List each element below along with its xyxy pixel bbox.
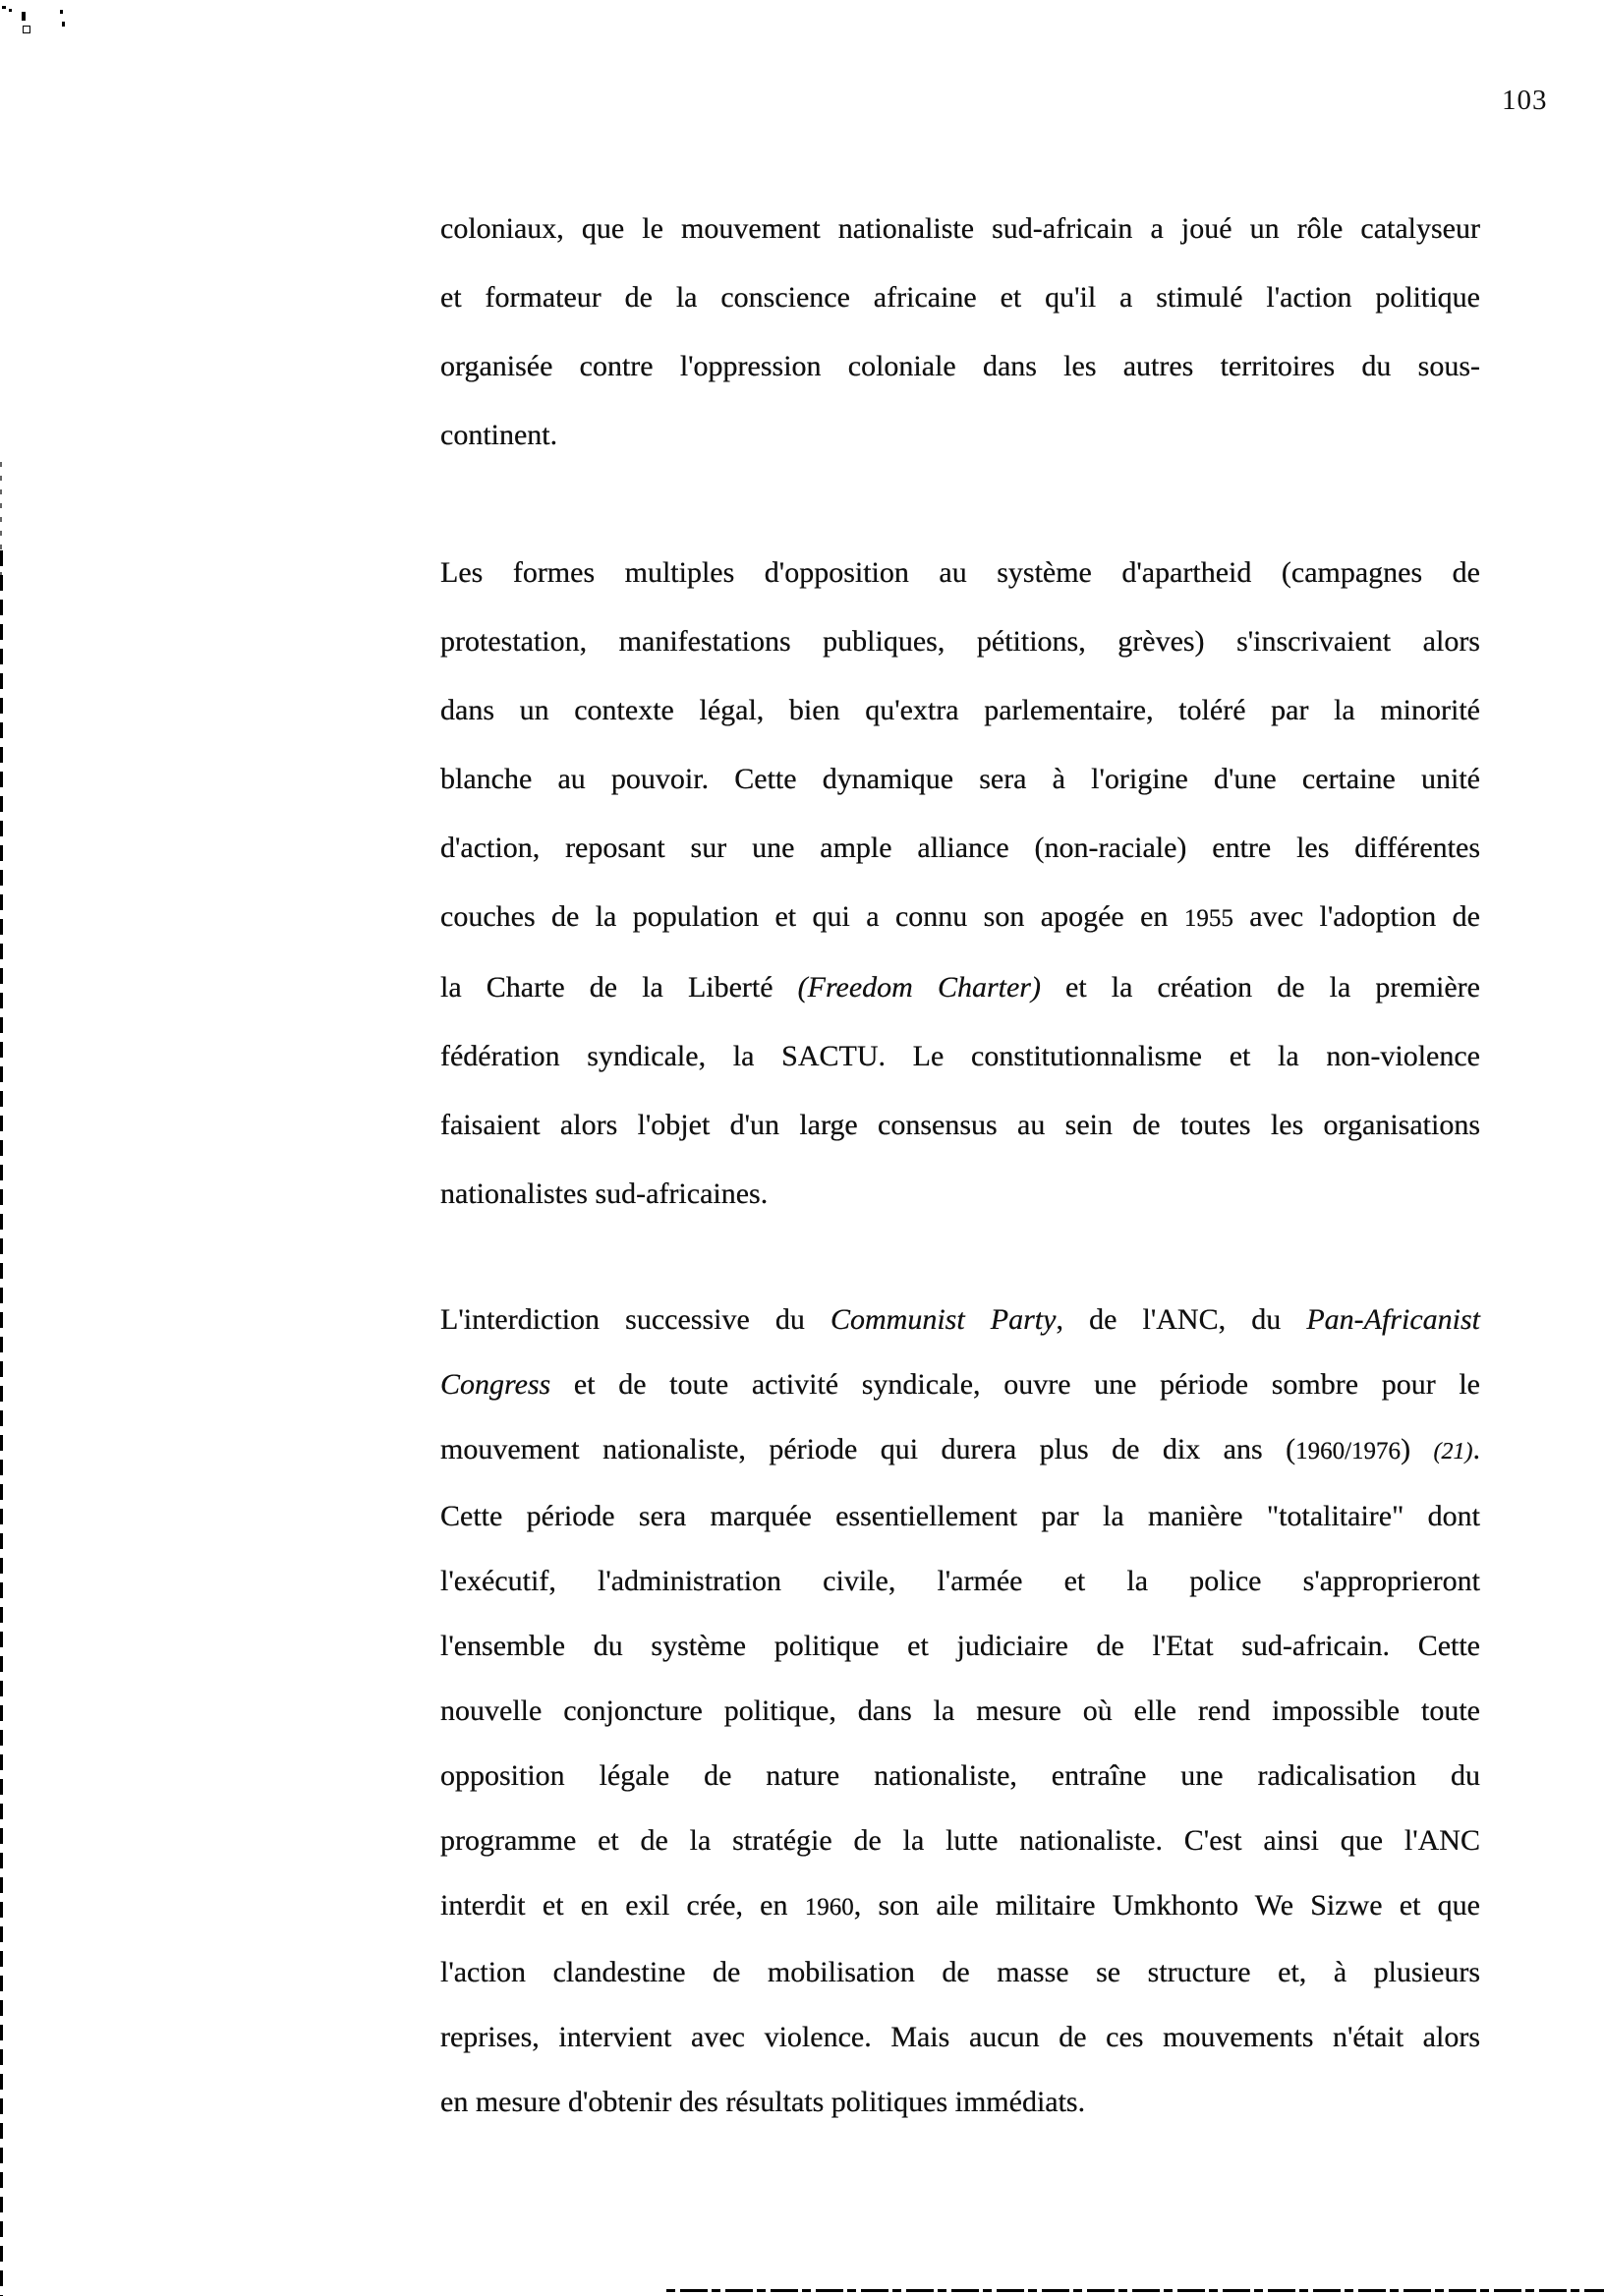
paragraph	[440, 195, 1480, 470]
text-segment: et formateur de la conscience africaine et qu'il a stimulé l'action politique	[440, 281, 1480, 314]
text-line	[440, 814, 1480, 883]
text-line	[440, 1940, 1480, 2005]
text-line	[440, 607, 1480, 676]
text-segment: dans un contexte légal, bien qu'extra parlementaire, toléré par la minorité	[440, 694, 1480, 726]
text-segment: coloniaux, que le mouvement nationaliste sud-africain a joué un rôle catalyseur	[440, 212, 1480, 245]
text-segment: Cette période sera marquée essentiellement par la manière "totalitaire" dont	[440, 1500, 1480, 1532]
text-line	[440, 1679, 1480, 1744]
text-line	[440, 2070, 1480, 2135]
scan-speckle	[22, 12, 26, 21]
text-segment: couches de la population et qui a connu son apogée en	[440, 900, 1184, 933]
text-segment: programme et de la stratégie de la lutte nationaliste. C'est ainsi que l'ANC	[440, 1824, 1480, 1857]
text-segment-sm: 1960/1976	[1295, 1438, 1402, 1464]
text-segment: protestation, manifestations publiques, pétitions, grèves) s'inscrivaient alors	[440, 625, 1480, 658]
text-segment-i: Communist Party	[831, 1303, 1057, 1336]
text-line	[440, 676, 1480, 745]
text-line	[440, 195, 1480, 263]
text-segment: organisée contre l'oppression coloniale dans les autres territoires du sous-	[440, 350, 1480, 382]
text-line	[440, 1744, 1480, 1808]
text-segment: la Charte de la Liberté	[440, 971, 798, 1004]
text-segment: reprises, intervient avec violence. Mais aucun de ces mouvements n'était alors	[440, 2021, 1480, 2053]
text-segment: et la création de la première	[1040, 971, 1480, 1004]
text-segment: nationalistes sud-africaines.	[440, 1177, 769, 1210]
text-line	[440, 953, 1480, 1022]
text-line	[440, 1614, 1480, 1679]
text-segment: en mesure d'obtenir des résultats politiques immédiats.	[440, 2086, 1086, 2118]
text-line	[440, 2005, 1480, 2070]
body-text	[440, 195, 1480, 2204]
page-number: 103	[1502, 85, 1548, 116]
text-segment: et de toute activité syndicale, ouvre une période sombre pour le	[550, 1368, 1480, 1401]
text-line	[440, 883, 1480, 953]
text-segment: nouvelle conjoncture politique, dans la mesure où elle rend impossible toute	[440, 1694, 1480, 1727]
text-segment: fédération syndicale, la SACTU. Le constitutionnalisme et la non-violence	[440, 1040, 1480, 1072]
text-segment: , de l'ANC, du	[1056, 1303, 1307, 1336]
text-segment: l'action clandestine de mobilisation de masse se structure et, à plusieurs	[440, 1956, 1480, 1988]
text-segment-i: Congress	[440, 1368, 551, 1401]
text-segment-sm: 1955	[1183, 905, 1233, 932]
text-line	[440, 1352, 1480, 1417]
text-line	[440, 401, 1480, 470]
text-line	[440, 1288, 1480, 1352]
text-line	[440, 1549, 1480, 1614]
scan-speckle	[60, 10, 63, 14]
text-line	[440, 263, 1480, 332]
text-segment: opposition légale de nature nationaliste, entraîne une radicalisation du	[440, 1759, 1480, 1792]
text-segment-i: Pan-Africanist	[1306, 1303, 1480, 1336]
text-segment: )	[1401, 1433, 1434, 1465]
text-segment: l'ensemble du système politique et judiciaire de l'Etat sud-africain. Cette	[440, 1630, 1480, 1662]
scan-speckle	[2, 6, 6, 9]
paragraph	[440, 1288, 1480, 2135]
text-line	[440, 1873, 1480, 1940]
text-segment: Les formes multiples d'opposition au système d'apartheid (campagnes de	[440, 556, 1480, 589]
text-line	[440, 1022, 1480, 1091]
text-segment: interdit et en exil crée, en	[440, 1889, 805, 1922]
text-segment: .	[1472, 1433, 1480, 1465]
text-line	[440, 1417, 1480, 1484]
text-segment: , son aile militaire Umkhonto We Sizwe et que	[853, 1889, 1480, 1922]
scan-edge-artifact	[0, 550, 3, 2296]
text-segment: mouvement nationaliste, période qui durera plus de dix ans (	[440, 1433, 1296, 1465]
text-segment: continent.	[440, 419, 558, 451]
text-segment-sm: 1960	[804, 1894, 854, 1921]
text-line	[440, 1160, 1480, 1229]
text-segment-i: (Freedom Charter)	[797, 971, 1041, 1004]
text-segment: l'exécutif, l'administration civile, l'armée et la police s'approprieront	[440, 1565, 1480, 1597]
text-segment-si: (21)	[1433, 1439, 1473, 1464]
scan-bottom-line	[666, 2289, 1604, 2292]
text-segment: avec l'adoption de	[1232, 900, 1480, 933]
text-line	[440, 539, 1480, 607]
scan-speckle	[9, 9, 12, 12]
text-segment: L'interdiction successive du	[440, 1303, 831, 1336]
text-segment: blanche au pouvoir. Cette dynamique sera à l'origine d'une certaine unité	[440, 763, 1480, 795]
text-segment: d'action, reposant sur une ample alliance (non-raciale) entre les différentes	[440, 832, 1480, 864]
text-line	[440, 332, 1480, 401]
text-line	[440, 1091, 1480, 1160]
text-line	[440, 1484, 1480, 1549]
text-segment: faisaient alors l'objet d'un large consensus au sein de toutes les organisations	[440, 1109, 1480, 1141]
scan-speckle	[23, 26, 30, 33]
scan-speckle	[62, 22, 65, 27]
text-line	[440, 745, 1480, 814]
paragraph	[440, 539, 1480, 1229]
text-line	[440, 1808, 1480, 1873]
